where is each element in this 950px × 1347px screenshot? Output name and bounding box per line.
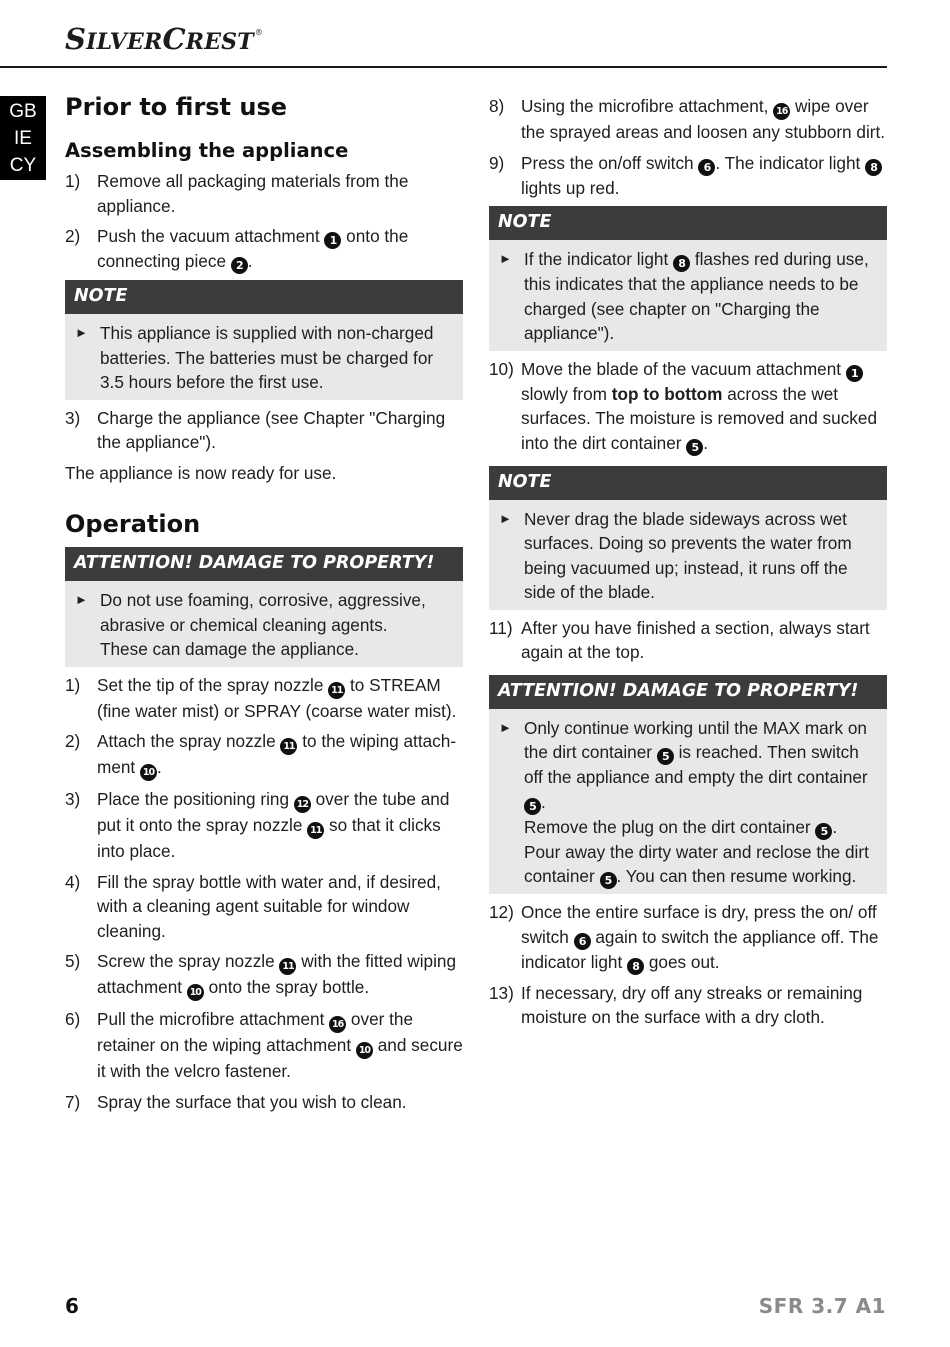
subsection-title-assembling: Assembling the appliance	[65, 139, 349, 162]
operation-step-11: 11) After you have finished a section, always start again at the top.	[489, 617, 870, 662]
operation-step-5: 5) Screw the spray nozzle 11 with the fitted wiping attachment 10 onto the spray bottle.	[65, 949, 463, 1001]
callout-badge: 11	[279, 958, 296, 975]
operation-step-10: 10) Move the blade of the vacuum attachment 1 slowly from top to bottom across the wet surfaces. The moisture is removed and sucked into the dirt container 5 .	[489, 358, 878, 454]
callout-badge: 16	[773, 103, 790, 120]
callout-badge: 8	[627, 958, 644, 975]
assembly-step-1: 1) Remove all packaging materials from the appliance.	[65, 171, 409, 216]
callout-badge: 11	[307, 822, 324, 839]
operation-step-1: 1) Set the tip of the spray nozzle 11 to STREAM (fine water mist) or SPRAY (coarse water mist).	[65, 674, 457, 721]
language-tab	[0, 96, 46, 180]
note-box: NOTE ► This appliance is supplied with non-charged batteries. The batteries must be charged for 3.5 hours before the first use.	[65, 280, 463, 400]
operation-step-2: 2) Attach the spray nozzle 11 to the wiping attach- ment 10 .	[65, 729, 463, 781]
lang-gb: GB	[9, 101, 37, 122]
attention-header: ATTENTION! DAMAGE TO PROPERTY!	[489, 675, 887, 709]
bullet-arrow-icon: ►	[75, 592, 88, 607]
operation-step-13: 13) If necessary, dry off any streaks or remaining moisture on the surface with a dry cloth.	[489, 982, 863, 1027]
left-column	[65, 92, 463, 1120]
callout-badge: 8	[673, 255, 690, 272]
callout-badge: 11	[328, 682, 345, 699]
operation-step-7: 7) Spray the surface that you wish to clean.	[65, 1091, 407, 1112]
callout-badge: 1	[324, 232, 341, 249]
callout-badge: 8	[865, 159, 882, 176]
section-title-operation: Operation	[65, 510, 201, 538]
right-column	[489, 94, 887, 1036]
callout-badge: 6	[698, 159, 715, 176]
bullet-arrow-icon: ►	[499, 510, 512, 526]
note-header: NOTE	[489, 466, 887, 500]
callout-badge: 5	[600, 872, 617, 889]
bullet-arrow-icon: ►	[499, 719, 512, 735]
brand-logo: SILVERCREST®	[65, 22, 264, 56]
operation-step-8: 8) Using the microfibre attachment, 16 wipe over the sprayed areas and loosen any stubborn dirt.	[489, 96, 886, 142]
bullet-arrow-icon: ►	[499, 251, 512, 266]
callout-badge: 10	[140, 764, 157, 781]
model-number: SFR 3.7 A1	[758, 1294, 886, 1318]
section-title-prior-use: Prior to first use	[65, 93, 288, 121]
lang-cy: CY	[9, 155, 37, 176]
attention-box: ATTENTION! DAMAGE TO PROPERTY! ► Only continue working until the MAX mark on the dirt container 5 is reached. Then switch off the appliance and empty the dirt container 5 . Remove the plug on the dirt container 5 . Pour away the dirty water and reclose the dirt container 5 . You can then resume working.	[489, 675, 887, 895]
note-box: NOTE ► Never drag the blade sideways across wet surfaces. Doing so prevents the water from being vacuumed up; instead, it runs off the side of the blade.	[489, 466, 887, 610]
callout-badge: 5	[524, 798, 541, 815]
assembly-step-2: 2) Push the vacuum attachment 1 onto the connecting piece 2 .	[65, 226, 409, 272]
note-box: NOTE ► If the indicator light 8 flashes red during use, this indicates that the appliance needs to be charged (see chapter on "Charging the appliance").	[489, 206, 887, 351]
callout-badge: 5	[686, 439, 703, 456]
attention-header: ATTENTION! DAMAGE TO PROPERTY!	[65, 547, 463, 581]
ready-text: The appliance is now ready for use.	[65, 462, 337, 483]
operation-step-4: 4) Fill the spray bottle with water and, if desired, with a cleaning agent suitable for window cleaning.	[65, 871, 441, 941]
callout-badge: 11	[280, 738, 297, 755]
callout-badge: 16	[329, 1016, 346, 1033]
callout-badge: 2	[231, 257, 248, 274]
attention-box: ATTENTION! DAMAGE TO PROPERTY! ► Do not use foaming, corrosive, aggressive, abrasive or chemical cleaning agents. These can damage the appliance.	[65, 547, 463, 667]
callout-badge: 10	[187, 984, 204, 1001]
operation-step-6: 6) Pull the microfibre attachment 16 over the retainer on the wiping attachment 10 and secure it with the velcro fastener.	[65, 1009, 463, 1081]
lang-ie: IE	[14, 128, 32, 149]
note-header: NOTE	[489, 206, 887, 240]
note-header: NOTE	[65, 280, 463, 314]
callout-badge: 5	[657, 748, 674, 765]
operation-step-3: 3) Place the positioning ring 12 over the tube and put it onto the spray nozzle 11 so that it clicks into place.	[65, 789, 450, 861]
callout-badge: 12	[294, 796, 311, 813]
callout-badge: 6	[574, 933, 591, 950]
header-rule	[0, 66, 887, 68]
bullet-arrow-icon: ►	[75, 325, 88, 340]
page-number: 6	[65, 1294, 79, 1318]
callout-badge: 10	[356, 1042, 373, 1059]
operation-step-9: 9) Press the on/off switch 6 . The indicator light 8 lights up red.	[489, 151, 887, 201]
callout-badge: 1	[846, 365, 863, 382]
operation-step-12: 12) Once the entire surface is dry, press the on/ off switch 6 again to switch the appliance off. The indicator light 8 goes out.	[489, 902, 879, 973]
assembly-step-3: 3) Charge the appliance (see Chapter "Charging the appliance").	[65, 407, 446, 452]
callout-badge: 5	[815, 823, 832, 840]
